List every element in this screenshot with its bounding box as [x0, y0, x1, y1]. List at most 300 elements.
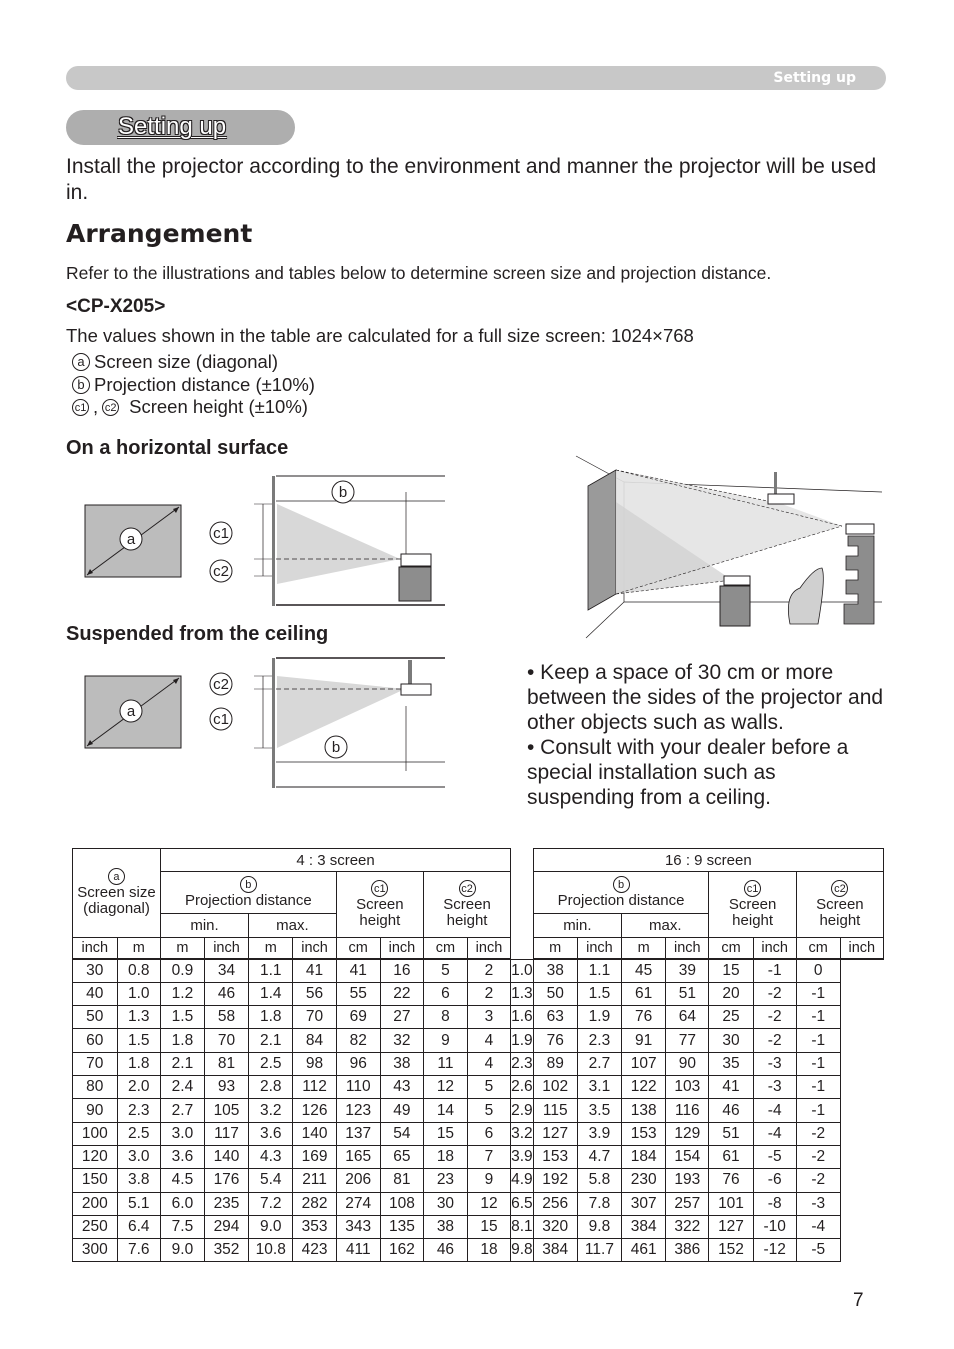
table-cell: 1.8 [160, 1029, 204, 1052]
table-cell: 65 [380, 1145, 423, 1168]
unit-cell: inch [73, 937, 118, 959]
table-cell: -8 [753, 1192, 796, 1215]
heading-ceiling: Suspended from the ceiling [66, 623, 329, 645]
table-cell: 320 [533, 1215, 577, 1238]
table-cell: 135 [380, 1215, 423, 1238]
label-c1-ceiling: c1 [213, 711, 229, 728]
title-pill [66, 110, 295, 145]
table-cell: 1.6 [511, 1006, 534, 1029]
table-cell: -2 [796, 1145, 840, 1168]
table-cell: 54 [380, 1122, 423, 1145]
table-cell: 2.8 [249, 1076, 293, 1099]
unit-cell: inch [577, 937, 621, 959]
table-cell: 18 [467, 1239, 510, 1262]
table-cell: 101 [709, 1192, 753, 1215]
table-cell: 116 [666, 1099, 709, 1122]
table-cell: 120 [73, 1145, 118, 1168]
table-cell: 256 [533, 1192, 577, 1215]
table-cell: 0 [796, 959, 840, 982]
label-b: b [338, 484, 348, 501]
table-cell: -1 [796, 1052, 840, 1075]
ceiling-diagram [80, 656, 450, 792]
table-cell: 12 [424, 1076, 468, 1099]
table-row [73, 1122, 884, 1145]
table-cell: 165 [336, 1145, 380, 1168]
table-cell: 3.0 [160, 1122, 204, 1145]
table-cell: -1 [796, 1006, 840, 1029]
table-cell: 461 [622, 1239, 666, 1262]
table-cell: -6 [753, 1169, 796, 1192]
table-cell: -2 [753, 1006, 796, 1029]
table-cell: 61 [709, 1145, 753, 1168]
table-cell: 4.7 [577, 1145, 621, 1168]
table-cell: 2.5 [249, 1052, 293, 1075]
table-cell: 38 [424, 1215, 468, 1238]
table-cell: 23 [424, 1169, 468, 1192]
table-cell: 1.5 [577, 982, 621, 1005]
table-cell: -3 [753, 1052, 796, 1075]
unit-cell: inch [293, 937, 336, 959]
table-cell: 8 [424, 1006, 468, 1029]
table-cell: 137 [336, 1122, 380, 1145]
table-cell: -2 [796, 1122, 840, 1145]
table-cell: 4 [467, 1052, 510, 1075]
table-cell: -5 [753, 1145, 796, 1168]
table-cell: 32 [380, 1029, 423, 1052]
mark-a: a [72, 353, 90, 371]
table-cell: 300 [73, 1239, 118, 1262]
unit-cell: cm [424, 937, 468, 959]
table-cell: -5 [796, 1239, 840, 1262]
table-cell: 123 [336, 1099, 380, 1122]
page-title: Setting up [118, 113, 227, 140]
chair [788, 568, 823, 624]
table-cell: 1.0 [511, 959, 534, 982]
table-cell: 1.2 [160, 982, 204, 1005]
table-cell: 10.8 [249, 1239, 293, 1262]
unit-cell: inch [753, 937, 796, 959]
table-cell: 98 [293, 1052, 336, 1075]
unit-cell: inch [467, 937, 510, 959]
table-cell: 2.5 [117, 1122, 160, 1145]
table-cell: 2 [467, 959, 510, 982]
table-cell: 6.5 [511, 1192, 534, 1215]
table-cell: 9.8 [511, 1239, 534, 1262]
table-cell: 257 [666, 1192, 709, 1215]
table-cell: 3.6 [249, 1122, 293, 1145]
table-cell: 11 [424, 1052, 468, 1075]
model-name: <CP-X205> [66, 296, 166, 317]
table-cell: 9.8 [577, 1215, 621, 1238]
table-cell: 129 [666, 1122, 709, 1145]
table-cell: 3.9 [511, 1145, 534, 1168]
table-cell: 2.3 [577, 1029, 621, 1052]
unit-cell: inch [204, 937, 248, 959]
table-cell: 343 [336, 1215, 380, 1238]
table-cell: 7.8 [577, 1192, 621, 1215]
table-cell: 384 [533, 1239, 577, 1262]
table-cell: 352 [204, 1239, 248, 1262]
table-cell: 2.4 [160, 1076, 204, 1099]
table-cell: 5.4 [249, 1169, 293, 1192]
table-cell: 2.0 [117, 1076, 160, 1099]
table-row [73, 1192, 884, 1215]
table-cell: 2.1 [249, 1029, 293, 1052]
table-cell: 112 [293, 1076, 336, 1099]
table-cell: 60 [73, 1029, 118, 1052]
label-c1: c1 [213, 525, 229, 542]
table-cell: 77 [666, 1029, 709, 1052]
max-169: max. [622, 914, 709, 937]
table-cell: 51 [666, 982, 709, 1005]
table-cell: 70 [293, 1006, 336, 1029]
table-cell: 38 [533, 959, 577, 982]
table-cell: 150 [73, 1169, 118, 1192]
horizontal-diagram [80, 474, 450, 610]
table-cell: 70 [204, 1029, 248, 1052]
min-43: min. [160, 914, 248, 937]
table-cell: 30 [73, 959, 118, 982]
table-row [73, 1239, 884, 1262]
table-cell: 50 [73, 1006, 118, 1029]
table-cell: 115 [533, 1099, 577, 1122]
table-cell: 46 [424, 1239, 468, 1262]
table-cell: 18 [424, 1145, 468, 1168]
shelf [844, 536, 874, 624]
table-cell: 307 [622, 1192, 666, 1215]
table-cell: 100 [73, 1122, 118, 1145]
table-cell: 76 [533, 1029, 577, 1052]
table-cell: 35 [709, 1052, 753, 1075]
table-cell: 70 [73, 1052, 118, 1075]
table-cell: 7.6 [117, 1239, 160, 1262]
page-number: 7 [853, 1290, 864, 1311]
table-cell: 22 [380, 982, 423, 1005]
table-cell: 1.1 [249, 959, 293, 982]
table-cell: 89 [533, 1052, 577, 1075]
table-cell: 81 [380, 1169, 423, 1192]
table-body [73, 959, 884, 1262]
table-cell: 56 [293, 982, 336, 1005]
table-cell: 96 [336, 1052, 380, 1075]
table-cell: 41 [293, 959, 336, 982]
table-cell: 41 [336, 959, 380, 982]
table-cell: 2.3 [117, 1099, 160, 1122]
table-cell: 2.7 [160, 1099, 204, 1122]
table-cell: 176 [204, 1169, 248, 1192]
table-cell: 46 [709, 1099, 753, 1122]
table-cell: 1.4 [249, 982, 293, 1005]
table-cell: 69 [336, 1006, 380, 1029]
table-cell: 3.6 [160, 1145, 204, 1168]
group-4-3: 4 : 3 screen [160, 849, 510, 872]
table-cell: 9 [467, 1169, 510, 1192]
table-cell: 162 [380, 1239, 423, 1262]
table-cell: 386 [666, 1239, 709, 1262]
table-cell: -1 [796, 1099, 840, 1122]
table-row [73, 982, 884, 1005]
table-cell: 46 [204, 982, 248, 1005]
table-cell: 169 [293, 1145, 336, 1168]
mark-b: b [72, 376, 90, 394]
table-cell: 2.6 [511, 1076, 534, 1099]
table-cell: 1.3 [117, 1006, 160, 1029]
mark-c1: c1 [72, 399, 89, 416]
table-cell: 153 [622, 1122, 666, 1145]
table-cell: 7.5 [160, 1215, 204, 1238]
table-cell: 51 [709, 1122, 753, 1145]
label-c2: c2 [213, 563, 229, 580]
table-cell: 2.3 [511, 1052, 534, 1075]
table-cell: 3.5 [577, 1099, 621, 1122]
table-cell: 64 [666, 1006, 709, 1029]
table-cell: 45 [622, 959, 666, 982]
table-cell: -1 [796, 1029, 840, 1052]
table-row [73, 1029, 884, 1052]
table-cell: 154 [666, 1145, 709, 1168]
unit-cell: cm [796, 937, 840, 959]
table-cell: 152 [709, 1239, 753, 1262]
table-cell: 15 [467, 1215, 510, 1238]
table-cell: -3 [753, 1076, 796, 1099]
label-a-ceiling: a [126, 703, 136, 720]
table-cell: 3.0 [117, 1145, 160, 1168]
table-cell: 76 [709, 1169, 753, 1192]
table-cell: 294 [204, 1215, 248, 1238]
legend-sep: , [93, 396, 99, 417]
label-a: a [126, 531, 136, 548]
table-cell: 140 [204, 1145, 248, 1168]
legend-a-text: Screen size (diagonal) [94, 351, 279, 372]
table-row [73, 1145, 884, 1168]
table-cell: 12 [467, 1192, 510, 1215]
table-cell: 127 [709, 1215, 753, 1238]
heading-horizontal: On a horizontal surface [66, 437, 289, 459]
table-cell: 2.9 [511, 1099, 534, 1122]
unit-cell: m [622, 937, 666, 959]
table-cell: 3.8 [117, 1169, 160, 1192]
table-cell: 5 [467, 1076, 510, 1099]
table-cell: 211 [293, 1169, 336, 1192]
table-cell: 5.1 [117, 1192, 160, 1215]
table-cell: 9.0 [249, 1215, 293, 1238]
refer-text: Refer to the illustrations and tables below to determine screen size and projection distance. [66, 263, 772, 283]
intro-text: Install the projector according to the environment and manner the projector will be used in. [66, 155, 877, 204]
table-cell: 58 [204, 1006, 248, 1029]
mark-c2: c2 [102, 399, 119, 416]
shelf-projector [846, 524, 874, 534]
table-cell: 4.3 [249, 1145, 293, 1168]
table-cell: 423 [293, 1239, 336, 1262]
table-cell: 16 [380, 959, 423, 982]
table-row [73, 959, 884, 982]
table-cell: 7.2 [249, 1192, 293, 1215]
table-cell: 274 [336, 1192, 380, 1215]
table-row [73, 1169, 884, 1192]
table-cell: 90 [666, 1052, 709, 1075]
table-cell: 91 [622, 1029, 666, 1052]
table-cell: 93 [204, 1076, 248, 1099]
note-space: • Keep a space of 30 cm or more between the sides of the projector and other objects such as walls. [527, 661, 884, 734]
table-cell: 15 [709, 959, 753, 982]
table-cell: -3 [796, 1192, 840, 1215]
legend-projection-distance [72, 374, 315, 396]
table-cell: 1.8 [117, 1052, 160, 1075]
table-cell: 25 [709, 1006, 753, 1029]
table-cell: 5 [424, 959, 468, 982]
table-cell: 27 [380, 1006, 423, 1029]
table-row [73, 1215, 884, 1238]
table-cell: 55 [336, 982, 380, 1005]
table-cell: 5.8 [577, 1169, 621, 1192]
table-cell: 81 [204, 1052, 248, 1075]
table-cell: 4.5 [160, 1169, 204, 1192]
section-header-bar [66, 66, 886, 90]
projector-body [401, 554, 431, 566]
section-header-label: Setting up [773, 70, 856, 86]
table-cell: -2 [796, 1169, 840, 1192]
table-cell: 61 [622, 982, 666, 1005]
projection-table [72, 848, 884, 1262]
table-cell: -1 [796, 1076, 840, 1099]
unit-cell: m [249, 937, 293, 959]
table-cell: 193 [666, 1169, 709, 1192]
room-screen [588, 470, 616, 610]
col-c2-169: c2 Screen height [796, 872, 883, 937]
note-consult: • Consult with your dealer before a special installation such as suspending from a ceiling. [527, 736, 849, 809]
table-cell: -4 [796, 1215, 840, 1238]
wall [272, 476, 275, 606]
table-cell: 76 [622, 1006, 666, 1029]
table-cell: 110 [336, 1076, 380, 1099]
table-cell: 411 [336, 1239, 380, 1262]
table-cell: 15 [424, 1122, 468, 1145]
table-cell: 1.9 [511, 1029, 534, 1052]
unit-row [73, 937, 884, 959]
col-b-169: b Projection distance [533, 872, 709, 914]
table-cell: 353 [293, 1215, 336, 1238]
col-screen-size: a Screen size (diagonal) [73, 849, 161, 938]
table-cell: 1.9 [577, 1006, 621, 1029]
table-cell: 3.9 [577, 1122, 621, 1145]
table-cell: 80 [73, 1076, 118, 1099]
table-cell: 40 [73, 982, 118, 1005]
projector-table [399, 567, 431, 601]
table-cell: 84 [293, 1029, 336, 1052]
table-cell: 9.0 [160, 1239, 204, 1262]
table-cell: 103 [666, 1076, 709, 1099]
unit-cell: cm [336, 937, 380, 959]
table-cell: 43 [380, 1076, 423, 1099]
col-b-43: b Projection distance [160, 872, 336, 914]
table-cell: 322 [666, 1215, 709, 1238]
table-cell: 102 [533, 1076, 577, 1099]
table-cell: 41 [709, 1076, 753, 1099]
table-cell: 384 [622, 1215, 666, 1238]
table-cell: 3.1 [577, 1076, 621, 1099]
room-illustration [572, 452, 884, 642]
table-cell: 126 [293, 1099, 336, 1122]
installation-notes [527, 660, 887, 810]
table-row [73, 1006, 884, 1029]
table-cell: -12 [753, 1239, 796, 1262]
room-table [720, 586, 750, 626]
table-cell: 82 [336, 1029, 380, 1052]
table-cell: 4.9 [511, 1169, 534, 1192]
table-cell: 63 [533, 1006, 577, 1029]
table-row [73, 1052, 884, 1075]
unit-cell: m [533, 937, 577, 959]
calc-note: The values shown in the table are calculated for a full size screen: 1024×768 [66, 325, 694, 346]
table-cell: 127 [533, 1122, 577, 1145]
table-cell: 49 [380, 1099, 423, 1122]
table-cell: 4 [467, 1029, 510, 1052]
table-cell: 14 [424, 1099, 468, 1122]
projection-beam [277, 504, 400, 584]
legend-c-text: Screen height (±10%) [129, 396, 308, 417]
unit-cell: inch [840, 937, 883, 959]
table-cell: 90 [73, 1099, 118, 1122]
table-cell: 235 [204, 1192, 248, 1215]
table-cell: 117 [204, 1122, 248, 1145]
table-projector [724, 576, 750, 585]
table-cell: -1 [796, 982, 840, 1005]
col-c1-169: c1 Screen height [709, 872, 796, 937]
table-cell: 1.1 [577, 959, 621, 982]
table-cell: 2.1 [160, 1052, 204, 1075]
col-c2-43: c2 Screen height [424, 872, 511, 937]
table-cell: 0.9 [160, 959, 204, 982]
arrangement-heading: Arrangement [66, 219, 253, 248]
table-row [73, 1099, 884, 1122]
table-cell: 230 [622, 1169, 666, 1192]
table-cell: -2 [753, 982, 796, 1005]
table-cell: 108 [380, 1192, 423, 1215]
unit-cell: m [160, 937, 204, 959]
table-cell: 1.5 [160, 1006, 204, 1029]
table-cell: 3 [467, 1006, 510, 1029]
table-cell: 50 [533, 982, 577, 1005]
table-cell: 0.8 [117, 959, 160, 982]
table-cell: 2 [467, 982, 510, 1005]
legend-screen-size [72, 351, 278, 373]
legend-screen-height [72, 396, 308, 418]
table-cell: 206 [336, 1169, 380, 1192]
table-cell: 38 [380, 1052, 423, 1075]
min-169: min. [533, 914, 621, 937]
table-cell: 30 [709, 1029, 753, 1052]
table-cell: 7 [467, 1145, 510, 1168]
table-cell: 3.2 [511, 1122, 534, 1145]
table-cell: 30 [424, 1192, 468, 1215]
table-cell: 8.1 [511, 1215, 534, 1238]
table-cell: 138 [622, 1099, 666, 1122]
table-cell: 9 [424, 1029, 468, 1052]
label-b-ceiling: b [331, 739, 341, 756]
table-cell: 250 [73, 1215, 118, 1238]
unit-cell: cm [709, 937, 753, 959]
unit-cell: m [117, 937, 160, 959]
table-cell: 105 [204, 1099, 248, 1122]
table-cell: 2.7 [577, 1052, 621, 1075]
table-cell: 107 [622, 1052, 666, 1075]
max-43: max. [249, 914, 337, 937]
table-cell: 1.0 [117, 982, 160, 1005]
unit-cell: inch [380, 937, 423, 959]
ceiling-projector [768, 494, 794, 504]
table-cell: 1.3 [511, 982, 534, 1005]
table-cell: 34 [204, 959, 248, 982]
